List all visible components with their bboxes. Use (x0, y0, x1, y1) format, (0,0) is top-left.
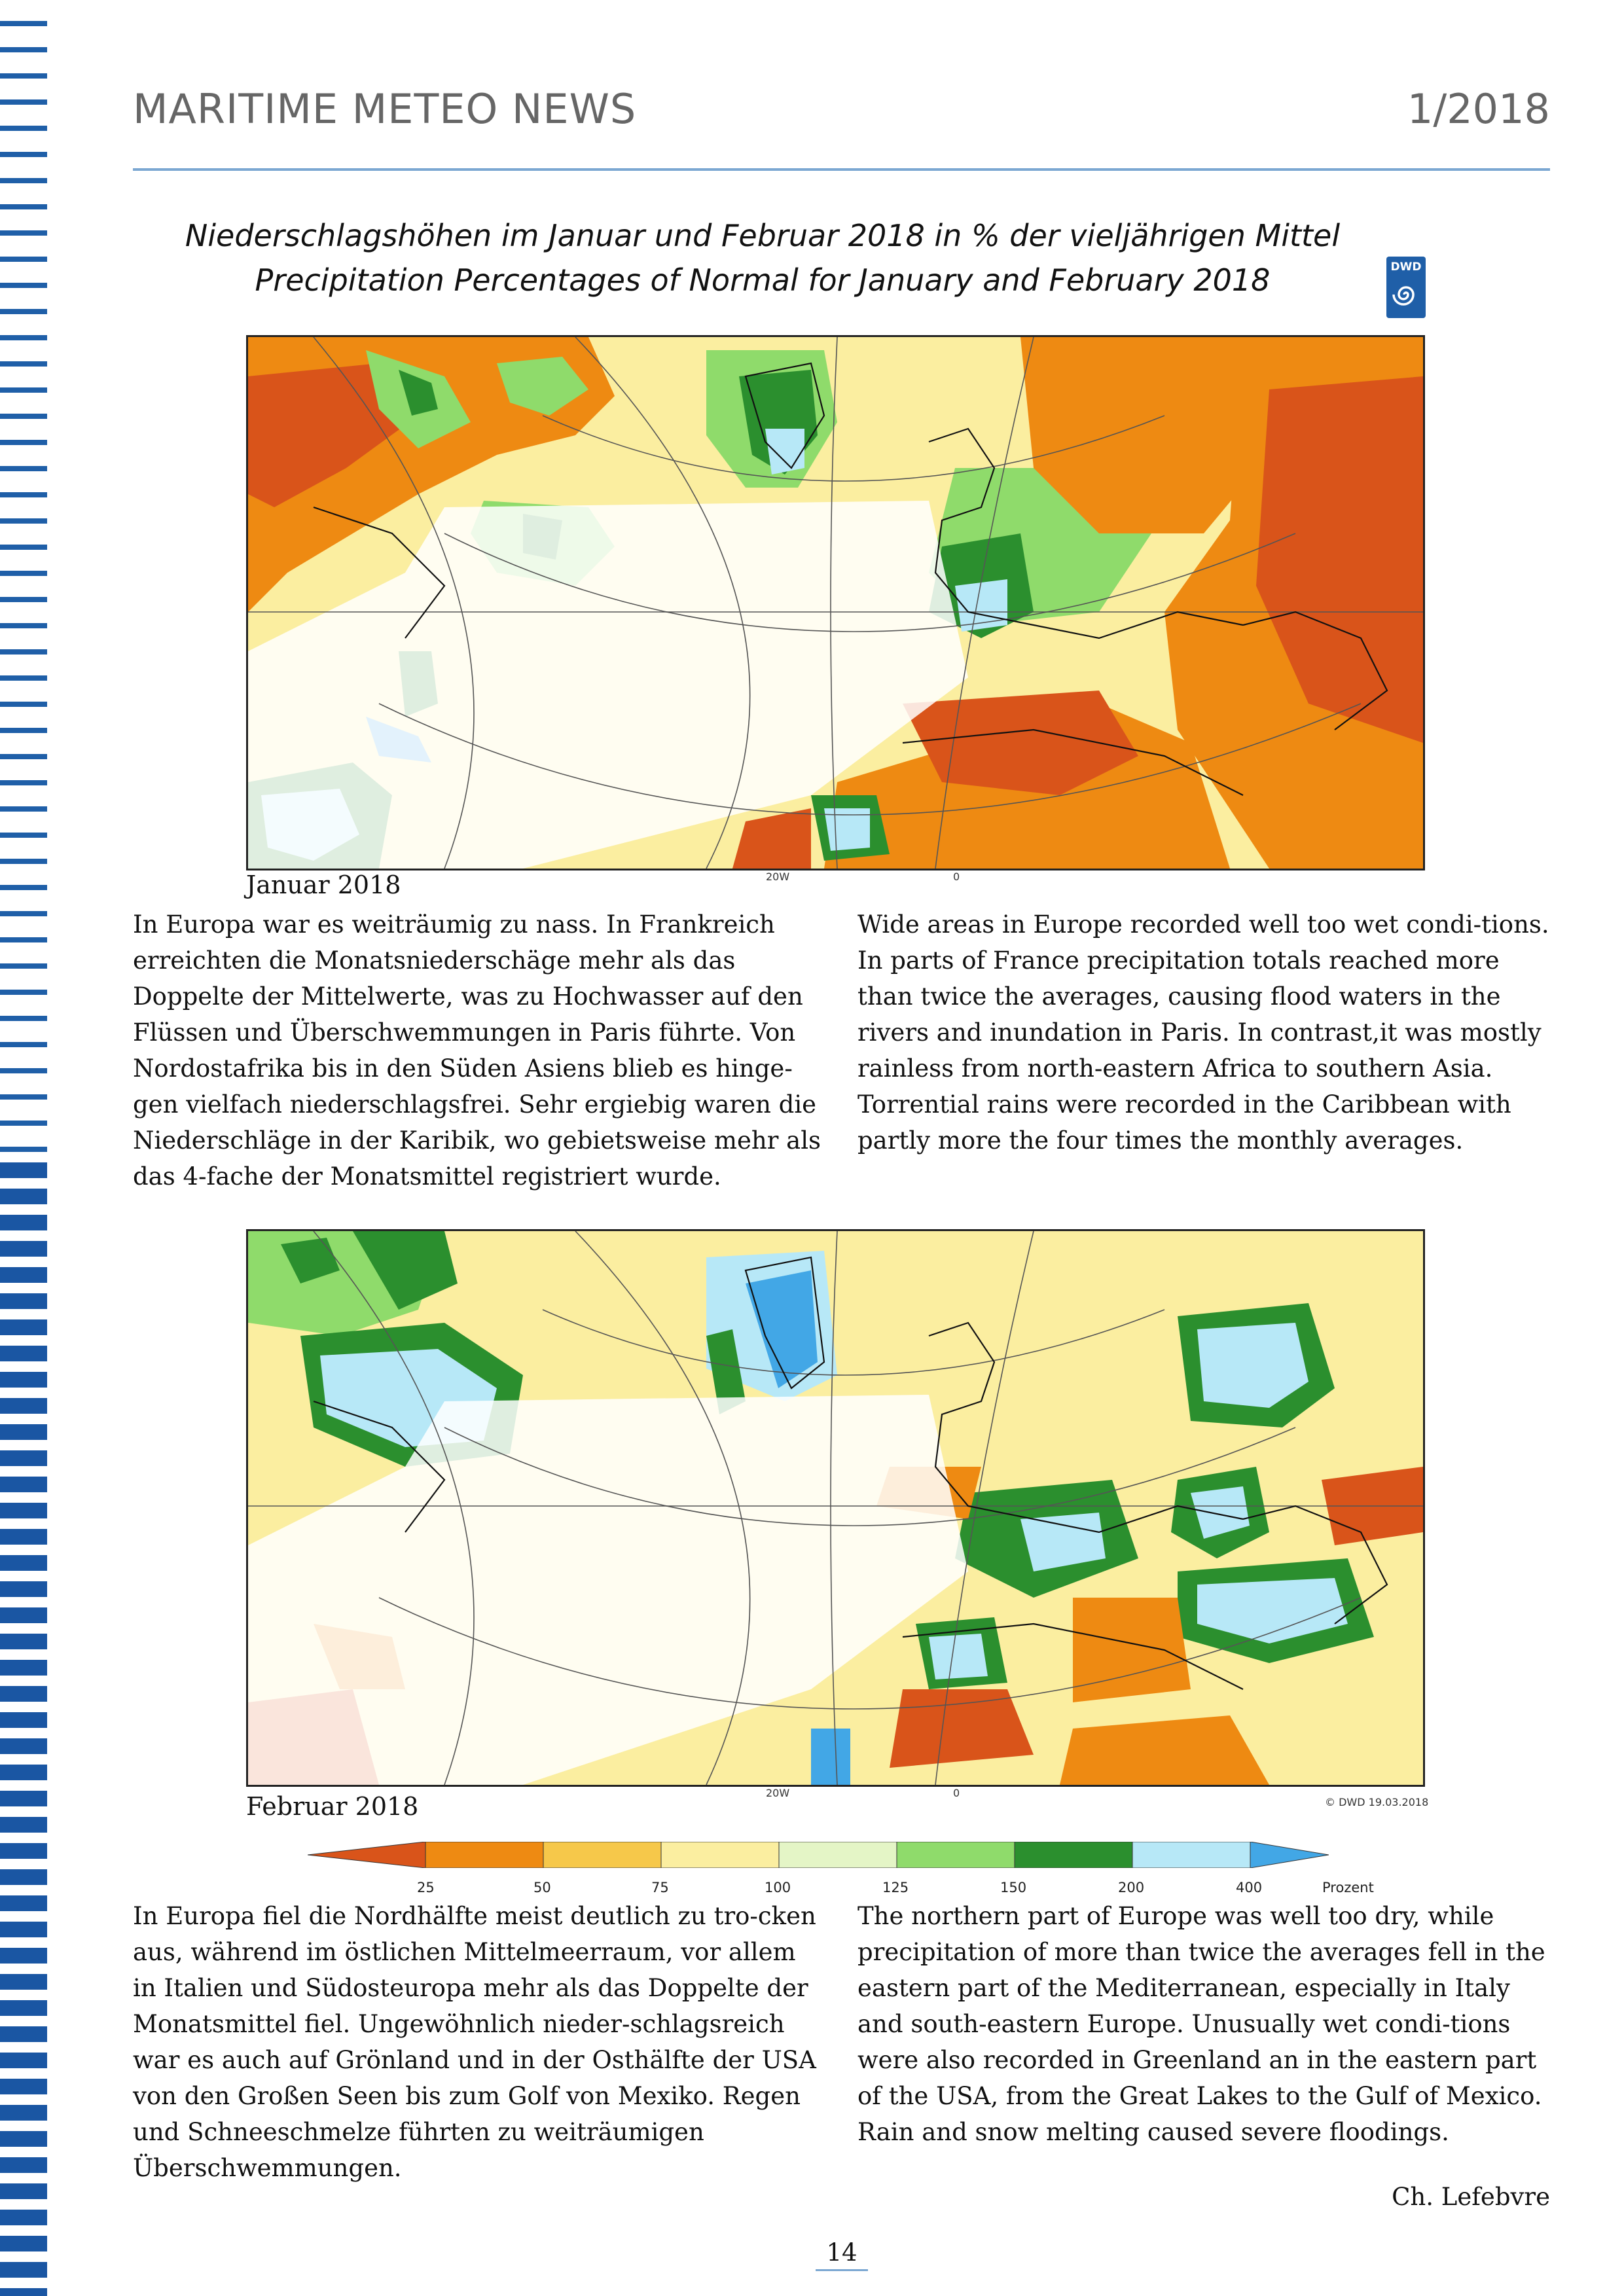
dwd-spiral-icon (1392, 279, 1420, 310)
page-number: 14 (816, 2238, 868, 2271)
legend-swatch (1250, 1842, 1329, 1868)
legend-tick: 125 (882, 1880, 909, 1895)
map-january-lon-label: 0 (953, 870, 960, 883)
legend-tick: 400 (1236, 1880, 1263, 1895)
header-rule (133, 168, 1550, 171)
heading-german: Niederschlagshöhen im Januar und Februar 2018 in % der vieljährigen Mittel (185, 218, 1341, 253)
precip-legend-bar (308, 1842, 1329, 1868)
issue-number: 1/2018 (1407, 85, 1550, 133)
legend-swatch (897, 1842, 1015, 1868)
legend-tick: 100 (765, 1880, 791, 1895)
legend-swatch (1132, 1842, 1250, 1868)
author: Ch. Lefebvre (1392, 2183, 1550, 2211)
legend-swatch (1015, 1842, 1132, 1868)
map-february-lon-label: 0 (953, 1787, 960, 1799)
legend-swatch (661, 1842, 779, 1868)
dwd-logo (1386, 257, 1426, 318)
legend-tick: 150 (1000, 1880, 1027, 1895)
legend-swatch (308, 1842, 425, 1868)
jan-text-german: In Europa war es weiträumig zu nass. In Frankreich erreichten die Monatsniederschäge mehr als das Doppelte der Mittelwerte, was zu Hochwasser auf den Flüssen und Überschwemmungen in Paris führte. Von Nordostafrika bis in den Süden Asiens blieb es hinge-gen vielfach niederschlagsfrei. Sehr ergiebig waren die Niederschläge in der Karibik, wo gebietsweise mehr als das 4-fache der Monatsmittel registriert wurde. (133, 910, 821, 1191)
map-january-caption: Januar 2018 (246, 870, 401, 899)
dwd-logo-text: DWD (1390, 260, 1422, 274)
legend-tick: 25 (417, 1880, 435, 1895)
legend-tick: 75 (651, 1880, 669, 1895)
map-january-lon-label: 20W (766, 870, 790, 883)
feb-text-german: In Europa fiel die Nordhälfte meist deutlich zu tro-cken aus, während im östlichen Mittelmeerraum, vor allem in Italien und Südosteuropa mehr als das Doppelte der Monatsmittel fiel. Ungewöhnlich nieder-schlagsreich war es auch auf Grönland und in der Osthälfte der USA von den Großen Seen bis zum Golf von Mexiko. Regen und Schneeschmelze führten zu weiträumigen Überschwemmungen. (133, 1902, 816, 2182)
map-february (246, 1229, 1425, 1787)
legend-unit: Prozent (1322, 1880, 1374, 1895)
feb-text-english: The northern part of Europe was well too dry, while precipitation of more than twice the averages fell in the eastern part of the Mediterranean, especially in Italy and south-eastern Europe. Unusually wet condi-tions were also recorded in Greenland an in the eastern part of the USA, from the Great Lakes to the Gulf of Mexico. Rain and snow melting caused severe floodings. (857, 1902, 1545, 2146)
legend-tick: 50 (533, 1880, 551, 1895)
heading-english: Precipitation Percentages of Normal for January and February 2018 (255, 262, 1271, 298)
left-stripe-decoration-dense (0, 1152, 47, 2296)
legend-swatch (543, 1842, 661, 1868)
magazine-title: MARITIME METEO NEWS (133, 85, 637, 133)
jan-text-english: Wide areas in Europe recorded well too wet condi-tions. In parts of France precipitation totals reached more than twice the averages, causing flood waters in the rivers and inundation in Paris. In contrast,it was mostly rainless from north-eastern Africa to southern Asia. Torrential rains were recorded in the Caribbean with partly more the four times the monthly averages. (857, 910, 1549, 1155)
legend-tick: 200 (1118, 1880, 1145, 1895)
map-february-caption: Februar 2018 (246, 1792, 419, 1821)
legend-swatch (779, 1842, 897, 1868)
legend-swatch (425, 1842, 543, 1868)
map-january (246, 335, 1425, 870)
map-february-copyright: © DWD 19.03.2018 (1325, 1796, 1429, 1808)
map-february-lon-label: 20W (766, 1787, 790, 1799)
